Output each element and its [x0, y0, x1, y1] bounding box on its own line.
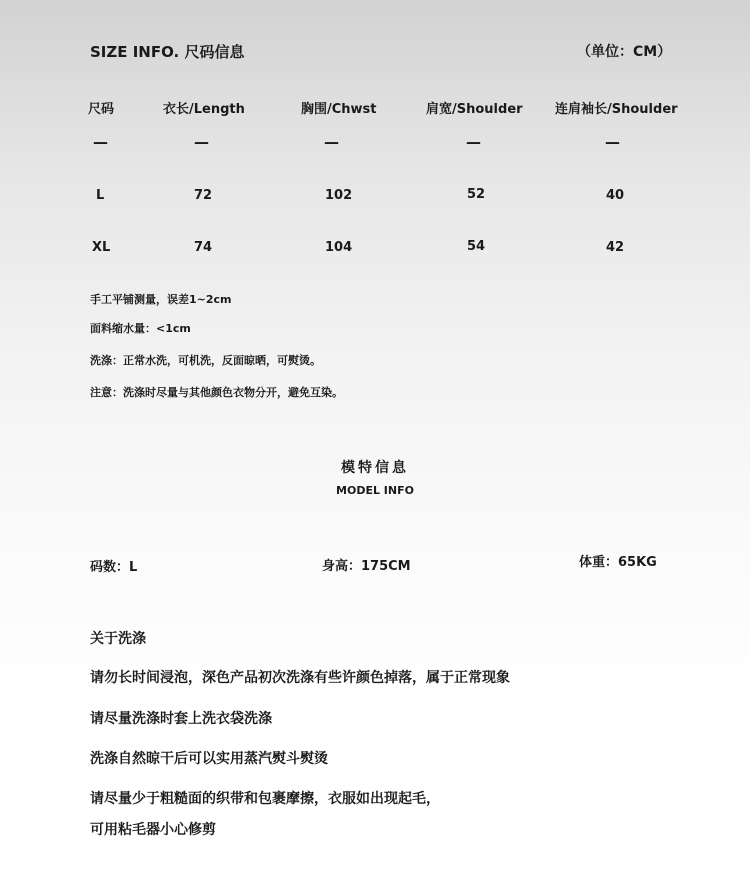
table-cell: 74 — [194, 240, 213, 255]
dash-size: — — [93, 133, 108, 151]
table-cell: L — [96, 188, 105, 203]
page-title: SIZE INFO. 尺码信息 — [90, 43, 245, 61]
table-cell: 42 — [606, 240, 625, 255]
unit-label: （单位：CM） — [577, 44, 672, 60]
note-measure: 手工平铺测量，误差1~2cm — [90, 293, 232, 306]
model-subtitle: MODEL INFO — [336, 484, 414, 497]
col-header-chest: 胸围/Chwst — [301, 102, 377, 117]
table-cell: XL — [92, 240, 111, 255]
washing-line: 请尽量少于粗糙面的织带和包裹摩擦，衣服如出现起毛， — [90, 791, 440, 807]
col-header-length: 衣长/Length — [163, 102, 245, 117]
table-cell: 102 — [325, 188, 353, 203]
washing-line: 请尽量洗涤时套上洗衣袋洗涤 — [90, 711, 272, 727]
table-cell: 52 — [467, 187, 486, 202]
washing-line: 洗涤自然晾干后可以实用蒸汽熨斗熨烫 — [90, 751, 328, 767]
dash-length: — — [194, 133, 209, 151]
table-cell: 104 — [325, 240, 353, 255]
dash-sleeve: — — [605, 133, 620, 151]
model-title: 模特信息 — [341, 460, 409, 476]
model-weight: 体重：65KG — [579, 555, 657, 570]
washing-title: 关于洗涤 — [90, 631, 146, 647]
note-shrink: 面料缩水量：<1cm — [90, 322, 191, 335]
table-cell: 40 — [606, 188, 625, 203]
col-header-size: 尺码 — [88, 102, 115, 117]
table-cell: 72 — [194, 188, 213, 203]
col-header-sleeve: 连肩袖长/Shoulder — [555, 102, 678, 117]
note-wash: 洗涤：正常水洗，可机洗，反面晾晒，可熨烫。 — [90, 354, 321, 367]
table-cell: 54 — [467, 239, 486, 254]
note-caution: 注意：洗涤时尽量与其他颜色衣物分开，避免互染。 — [90, 386, 343, 399]
model-size: 码数：L — [90, 560, 138, 575]
col-header-shoulder: 肩宽/Shoulder — [426, 102, 523, 117]
dash-chest: — — [324, 133, 339, 151]
model-height: 身高：175CM — [322, 559, 411, 574]
washing-line: 请勿长时间浸泡，深色产品初次洗涤有些许颜色掉落，属于正常现象 — [90, 670, 510, 686]
dash-shoulder: — — [466, 133, 481, 151]
washing-line: 可用粘毛器小心修剪 — [90, 822, 216, 838]
